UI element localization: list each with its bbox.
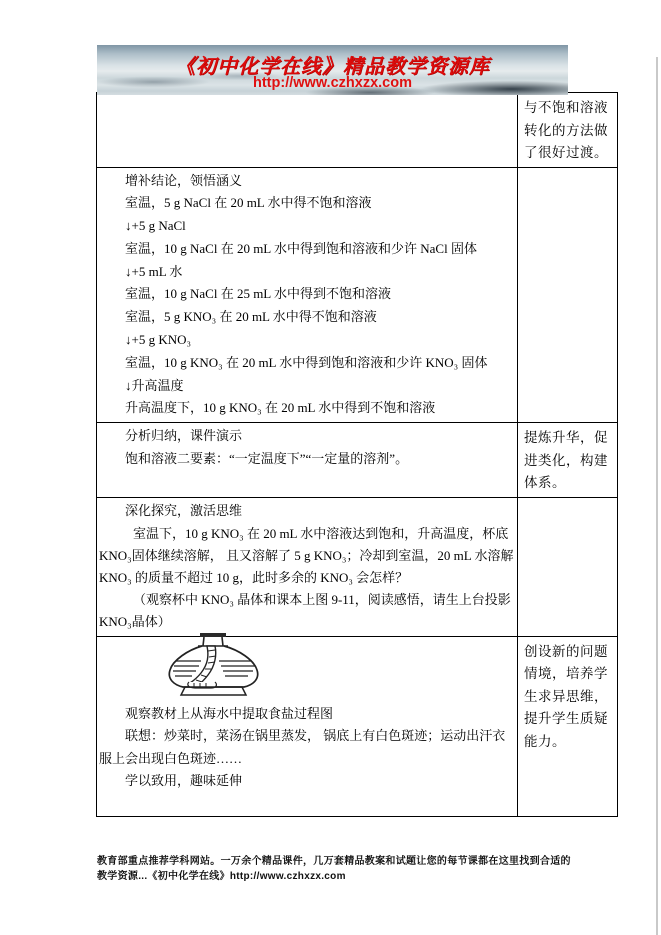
experiment-step: 室温，5 g KNO₃ 在 20 mL 水中得不饱和溶液 xyxy=(125,309,377,325)
design-intent-note: 提炼升华，促进类化，构建体系。 xyxy=(524,430,608,491)
footer xyxy=(97,854,579,884)
section-heading: 增补结论，领悟涵义 xyxy=(125,172,243,188)
site-banner xyxy=(97,45,568,95)
design-intent-cell xyxy=(518,93,618,168)
experiment-step: 室温，10 g KNO₃ 在 20 mL 水中得到饱和溶液和少许 KNO₃ 固体 xyxy=(125,354,488,370)
inquiry-question: 室温下，10 g KNO₃ 在 20 mL 水中溶液达到饱和，升高温度，杯底KNO₃固体继续溶解， 且又溶解了 5 g KNO₃；冷却到室温，20 mL 水溶解 KNO₃ 的质量不超过 10 g，此时多余的 KNO₃ 会怎样？ xyxy=(99,525,514,585)
table-row xyxy=(97,167,618,423)
content-cell xyxy=(97,497,518,636)
banner-title: 《初中化学在线》精品教学资源库 xyxy=(175,56,490,78)
content-cell xyxy=(97,636,518,816)
design-intent-cell xyxy=(518,636,618,816)
experiment-step: ↓+5 g NaCl xyxy=(125,218,186,234)
content-cell xyxy=(97,423,518,498)
table-row xyxy=(97,423,618,498)
content-cell xyxy=(97,167,518,423)
content-cell-empty xyxy=(97,93,518,168)
lesson-plan-table xyxy=(96,92,618,817)
footer-site-link-text: 教学资源...《初中化学在线》http://www.czhxzx.com xyxy=(97,871,346,882)
section-heading: 深化探究，激活思维 xyxy=(125,502,243,518)
alcohol-lamp-illustration xyxy=(161,633,267,697)
activity-line: 观察教材上从海水中提取食盐过程图 xyxy=(125,705,334,721)
window-right-edge xyxy=(656,57,658,935)
design-intent-cell-empty xyxy=(518,167,618,423)
experiment-step: ↓+5 mL 水 xyxy=(125,263,183,279)
summary-line: 饱和溶液二要素：“一定温度下”“一定量的溶剂”。 xyxy=(125,451,409,467)
design-intent-cell xyxy=(518,423,618,498)
table-row xyxy=(97,636,618,816)
design-intent-note: 与不饱和溶液转化的方法做了很好过渡。 xyxy=(524,100,608,160)
alcohol-lamp-icon xyxy=(161,633,267,697)
table-row xyxy=(97,497,618,636)
table-row xyxy=(97,93,618,168)
design-intent-note: 创设新的问题情境，培养学生求异思维，提升学生质疑能力。 xyxy=(524,643,608,749)
experiment-step: ↓升高温度 xyxy=(125,377,184,393)
experiment-step: 室温，10 g NaCl 在 20 mL 水中得到饱和溶液和少许 NaCl 固体 xyxy=(125,240,477,256)
section-heading: 分析归纳，课件演示 xyxy=(125,428,243,444)
observation-instruction: （观察杯中 KNO₃ 晶体和课本上图 9-11，阅读感悟，请生上台投影KNO₃晶体） xyxy=(99,592,511,630)
association-paragraph: 联想：炒菜时，菜汤在锅里蒸发， 锅底上有白色斑迹；运动出汗衣服上会出现白色斑迹…… xyxy=(99,728,506,766)
banner-url: http://www.czhxzx.com xyxy=(253,75,412,91)
section-heading: 学以致用，趣味延伸 xyxy=(125,772,243,788)
experiment-step: ↓+5 g KNO₃ xyxy=(125,332,192,348)
experiment-step: 室温，10 g NaCl 在 25 mL 水中得到不饱和溶液 xyxy=(125,286,392,302)
design-intent-cell-empty xyxy=(518,497,618,636)
footer-promo-text: 教育部重点推荐学科网站。一万余个精品课件，几万套精品教案和试题让您的每节课都在这里找到合适的 xyxy=(97,856,571,867)
experiment-step: 室温，5 g NaCl 在 20 mL 水中得不饱和溶液 xyxy=(125,195,372,211)
experiment-step: 升高温度下，10 g KNO₃ 在 20 mL 水中得到不饱和溶液 xyxy=(125,400,436,416)
